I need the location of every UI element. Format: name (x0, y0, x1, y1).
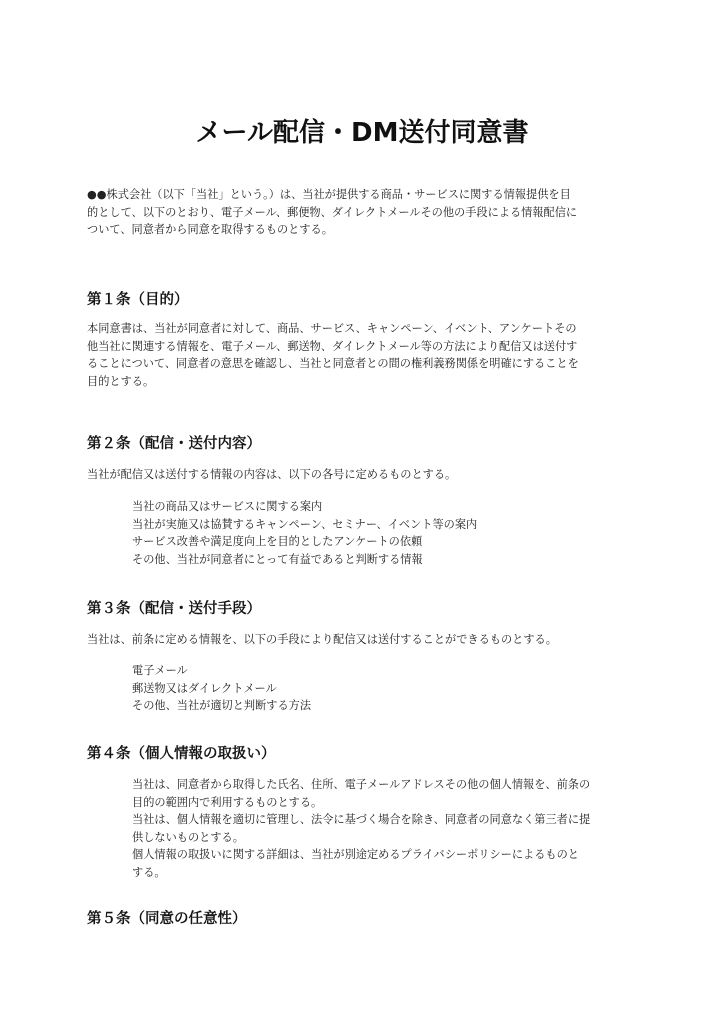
body-line: 当社が配信又は送付する情報の内容は、以下の各号に定めるものとする。 (87, 468, 457, 481)
list-item: 当社の商品又はサービスに関する案内 (132, 500, 323, 513)
list-item: 当社は、同意者から取得した氏名、住所、電子メールアドレスその他の個人情報を、前条の (132, 778, 591, 791)
body-line: 目的とする。 (87, 374, 155, 388)
intro-line: 的として、以下のとおり、電子メール、郵便物、ダイレクトメールその他の手段による情報配信に (87, 205, 578, 219)
article-4-list (132, 776, 590, 881)
list-item: 電子メール (132, 664, 188, 677)
article-1-body (87, 320, 647, 390)
article-5-heading: 第５条（同意の任意性） (87, 911, 247, 927)
intro-paragraph (87, 186, 647, 239)
article-4-heading: 第４条（個人情報の取扱い） (87, 746, 276, 762)
body-line: ることについて、同意者の意思を確認し、当社と同意者との間の権利義務関係を明確にすることを (87, 357, 579, 370)
article-3-body (87, 631, 647, 649)
article-3-heading: 第３条（配信・送付手段） (87, 601, 261, 617)
list-item: 目的の範囲内で利用するものとする。 (132, 795, 323, 809)
article-2-heading: 第２条（配信・送付内容） (87, 436, 261, 452)
intro-line: ついて、同意者から同意を取得するものとする。 (87, 223, 333, 236)
body-line: 他当社に関連する情報を、電子メール、郵送物、ダイレクトメール等の方法により配信又は送付す (87, 339, 578, 353)
body-line: 当社は、前条に定める情報を、以下の手段により配信又は送付することができるものとする。 (87, 633, 557, 646)
article-2-list (132, 498, 477, 568)
article-2-body (87, 466, 647, 484)
document-title: メール配信・DM送付同意書 (195, 118, 529, 148)
list-item: その他、当社が同意者にとって有益であると判断する情報 (132, 552, 423, 566)
body-line: 本同意書は、当社が同意者に対して、商品、サービス、キャンペーン、イベント、アンケートその (87, 322, 577, 335)
list-item: その他、当社が適切と判断する方法 (132, 699, 312, 712)
list-item: する。 (132, 865, 166, 879)
article-3-list (132, 662, 311, 715)
list-item: サービス改善や満足度向上を目的としたアンケートの依頼 (132, 535, 423, 548)
list-item: 個人情報の取扱いに関する詳細は、当社が別途定めるプライバシーポリシーによるものと (132, 848, 579, 861)
list-item: 当社が実施又は協賛するキャンペーン、セミナー、イベント等の案内 (132, 517, 478, 531)
intro-line: ●●株式会社（以下「当社」という。）は、当社が提供する商品・サービスに関する情報提供を目 (87, 188, 571, 201)
list-item: 郵送物又はダイレクトメール (132, 681, 277, 695)
article-1-heading: 第１条（目的） (87, 292, 189, 308)
list-item: 供しないものとする。 (132, 830, 244, 844)
list-item: 当社は、個人情報を適切に管理し、法令に基づく場合を除き、同意者の同意なく第三者に提 (132, 813, 591, 826)
